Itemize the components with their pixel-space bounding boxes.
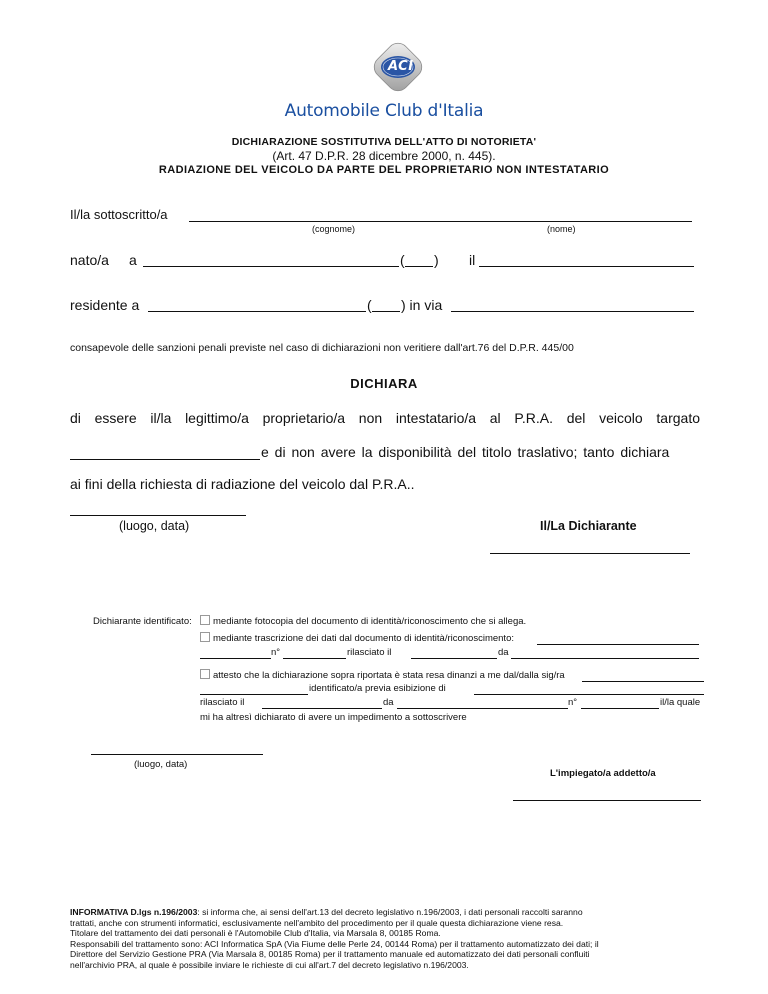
org-name: Automobile Club d'Italia xyxy=(284,101,484,121)
residence-province-field[interactable] xyxy=(372,296,400,312)
option3-da-label: da xyxy=(383,697,394,708)
informativa-heading: INFORMATIVA D.lgs n.196/2003 xyxy=(70,907,198,917)
residente-label: residente a xyxy=(70,297,140,313)
option1-checkbox[interactable] xyxy=(200,615,210,625)
aci-logo xyxy=(366,38,426,96)
dichiara-heading: DICHIARA xyxy=(350,376,418,391)
informativa-text1: : si informa che, ai sensi dell'art.13 del decreto legislativo n.196/2003, i dati personali raccolti saranno xyxy=(197,907,583,917)
option3-line4: mi ha altresì dichiarato di avere un impedimento a sottoscrivere xyxy=(200,712,467,723)
informativa-text2: trattati, anche con strumenti informatici, esclusivamente nell'ambito del procedimento per il quale questa dichiarazione viene resa. xyxy=(70,917,564,928)
option3-identificato-label: identificato/a previa esibizione di xyxy=(309,683,446,694)
option2-checkbox[interactable] xyxy=(200,632,210,642)
res-prov-open: ( xyxy=(367,297,372,313)
title-line2: (Art. 47 D.P.R. 28 dicembre 2000, n. 445). xyxy=(272,149,496,163)
informativa-block xyxy=(70,907,710,971)
nome-label: (nome) xyxy=(547,224,576,234)
employee-luogo-data-field[interactable] xyxy=(91,744,263,755)
option1-text: mediante fotocopia del documento di identità/riconoscimento che si allega. xyxy=(213,616,527,627)
birth-province-field[interactable] xyxy=(405,251,433,267)
option3-text: attesto che la dichiarazione sopra riportata è stata resa dinanzi a me dal/dalla sig/ra xyxy=(213,670,565,681)
informativa-text5: Direttore del Servizio Gestione PRA (Via Marsala 8, 00185 Roma) per il trattamento manuale ed automatizzato dei dati personali confluiti xyxy=(70,949,590,960)
consapevole-text: consapevole delle sanzioni penali previste nel caso di dichiarazioni non veritiere dall'art.76 del D.P.R. 445/00 xyxy=(70,342,574,354)
title-line1: DICHIARAZIONE SOSTITUTIVA DELL'ATTO DI NOTORIETA' xyxy=(231,136,537,148)
street-field[interactable] xyxy=(451,296,694,312)
option2-text: mediante trascrizione dei dati dal documento di identità/riconoscimento: xyxy=(213,633,514,644)
doc-issue-date-field[interactable] xyxy=(411,648,497,659)
informativa-text3: Titolare del trattamento dei dati personali è l'Automobile Club d'Italia, via Marsala 8, 00185 Roma. xyxy=(70,928,441,939)
dichiarante-signature-field[interactable] xyxy=(490,543,690,554)
option3-n-label: n° xyxy=(568,697,578,708)
a-label: a xyxy=(129,252,137,268)
exhibited-doc-field[interactable] xyxy=(474,684,704,695)
exhibited-issue-date-field[interactable] xyxy=(262,698,382,709)
employee-signature-field[interactable] xyxy=(513,790,701,801)
il-label: il xyxy=(469,252,476,268)
option3-ilquale-label: il/la quale xyxy=(660,697,701,708)
doc-field-a[interactable] xyxy=(200,648,271,659)
sottoscritto-label: Il/la sottoscritto/a xyxy=(70,207,168,222)
dichiarante-label: Il/La Dichiarante xyxy=(540,519,637,533)
logo-text: ACI xyxy=(388,59,414,74)
birthdate-field[interactable] xyxy=(479,251,694,267)
signor-name-field[interactable] xyxy=(582,671,704,682)
luogo-data-field[interactable] xyxy=(70,505,246,516)
residence-field[interactable] xyxy=(148,296,366,312)
informativa-text6: nell'archivio PRA, al quale è possibile inviare le richieste di cui all'art.7 del decreto legislativo n.196/2003. xyxy=(70,959,469,970)
exhibited-number-field[interactable] xyxy=(581,698,659,709)
informativa-text4: Responsabili del trattamento sono: ACI Informatica SpA (Via Fiume delle Perle 24, 00144 Roma) per il trattamento automatizzato dei dati; il xyxy=(70,938,599,949)
sottoscritto-field[interactable] xyxy=(189,207,692,222)
cognome-label: (cognome) xyxy=(312,224,356,234)
doc-issuer-field[interactable] xyxy=(511,648,699,659)
birth-prov-open: ( xyxy=(400,252,405,268)
birthplace-field[interactable] xyxy=(143,251,399,267)
option2-da-label: da xyxy=(498,647,509,658)
dichiara-line1: di essere il/la legittimo/a proprietario/a non intestatario/a al P.R.A. del veicolo targato xyxy=(70,410,700,426)
doc-type-field[interactable] xyxy=(537,634,699,645)
in-via-label: ) in via xyxy=(401,297,443,313)
nato-label: nato/a xyxy=(70,252,109,268)
option3-rilasciato-label: rilasciato il xyxy=(200,697,245,708)
option2-rilasciato-label: rilasciato il xyxy=(347,647,392,658)
birth-prov-close: ) xyxy=(434,252,439,268)
title-line3: RADIAZIONE DEL VEICOLO DA PARTE DEL PROPRIETARIO NON INTESTATARIO xyxy=(158,164,610,176)
option3-checkbox[interactable] xyxy=(200,669,210,679)
signor-name-field-2[interactable] xyxy=(200,684,308,695)
employee-luogo-data-label: (luogo, data) xyxy=(134,759,188,770)
employee-label: L'impiegato/a addetto/a xyxy=(550,768,656,779)
dichiara-line3: ai fini della richiesta di radiazione del veicolo dal P.R.A.. xyxy=(70,476,415,492)
option2-n-label: n° xyxy=(271,647,281,658)
dichiara-line2: e di non avere la disponibilità del titolo traslativo; tanto dichiara xyxy=(261,444,670,460)
plate-field[interactable] xyxy=(70,444,260,460)
doc-number-field[interactable] xyxy=(283,648,346,659)
luogo-data-label: (luogo, data) xyxy=(119,519,190,533)
exhibited-issuer-field[interactable] xyxy=(397,698,568,709)
identificato-label: Dichiarante identificato: xyxy=(93,616,192,627)
